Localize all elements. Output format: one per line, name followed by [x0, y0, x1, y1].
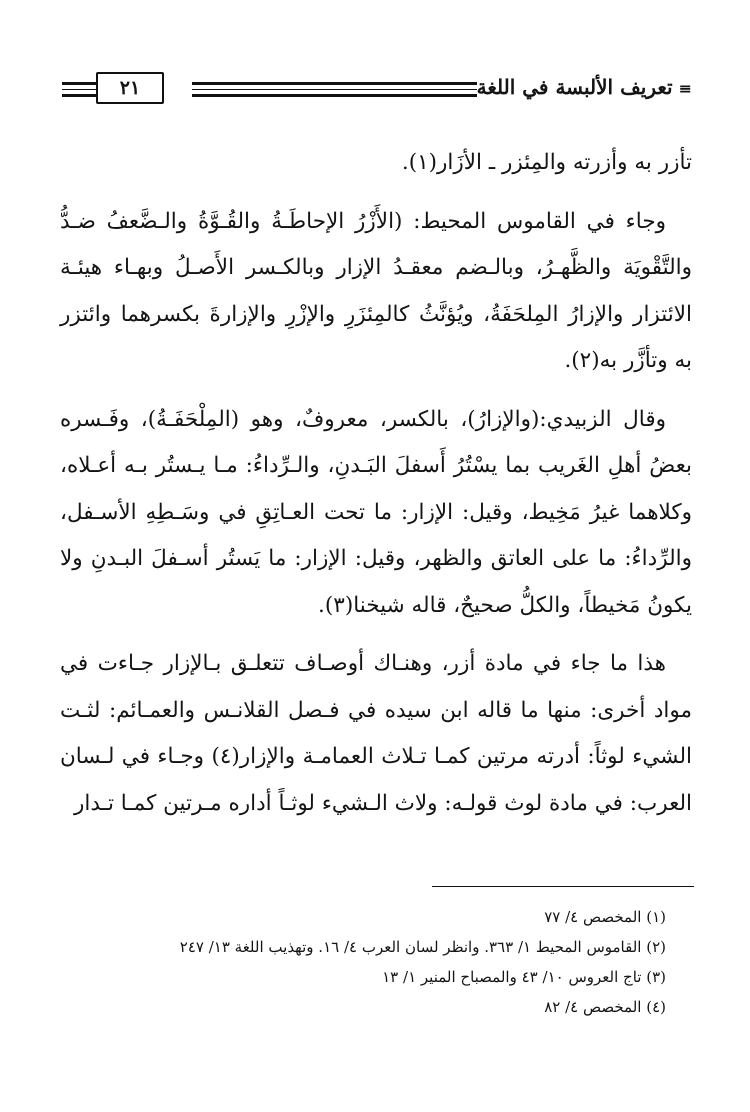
- header-mark-icon: ≡: [678, 79, 692, 98]
- header-rule-left-middle: [62, 89, 96, 90]
- main-text: [60, 140, 692, 827]
- footnote-1: (١) المخصص ٤/ ٧٧: [544, 908, 666, 926]
- paragraph-4: هذا ما جاء في مادة أزر، وهنـاك أوصـاف تتعلـق بـالإزار جـاءت في مواد أخرى: منها ما قاله ابن سيده في فـصل القلانـس والعمـائم: لثـت الشيء لوثاً: أدرته مرتين كمـا تـلاث العمامـة والإزار(٤) وجـاء في لـسان العرب: في مادة لوث قولـه: ولاث الـشيء لوثـاً أداره مـرتين كمـا تـدار: [60, 651, 692, 816]
- chapter-title: [477, 74, 692, 102]
- page-number: ٢١: [96, 72, 164, 104]
- header-rule-top: [192, 82, 477, 85]
- header-rule-left-bottom: [62, 94, 96, 97]
- footnotes: [66, 902, 666, 1022]
- paragraph-3: وقال الزبيدي:(والإزارُ)، بالكسر، معروفٌ، وهو (المِلْحَفَـةُ)، وفَـسره بعضُ أهلِ الغَريب بما يسْتُرُ أَسفلَ البَـدنِ، والـرِّداءُ: مـا يـستُر بـه أعـلاه، وكلاهما غيرُ مَخِيط، وقيل: الإزار: ما تحت العـاتِقِ في وسَـطِهِ الأسـفل، والرِّداءُ: ما على العاتق والظهر، وقيل: الإزار: ما يَستُر أسـفلَ البـدنِ ولا يكونُ مَخيطاً، والكلُّ صحيحٌ، قاله شيخنا(٣).: [60, 406, 692, 618]
- header-rule-middle: [192, 89, 477, 90]
- header-rule-left-top: [62, 82, 96, 85]
- header-rule-bottom: [192, 94, 477, 97]
- footnote-separator: [432, 886, 694, 887]
- footnote-2: (٢) القاموس المحيط ١/ ٣٦٣. وانظر لسان العرب ٤/ ١٦. وتهذيب اللغة ١٣/ ٢٤٧: [179, 938, 666, 956]
- paragraph-2: وجاء في القاموس المحيط: (الأَزْرُ الإحاطَـةُ والقُـوَّةُ والـضَّعفُ ضـدُّ والتَّقْويَة والظَّهـرُ، وبالـضم معقـدُ الإزار وبالكـسر الأَصـلُ وبهـاء هيئـة الائتزار والإزارُ المِلحَفَةُ، ويُؤنَّثُ كالمِئزَرِ والإزْرِ والإزارةَ بكسرهما وائتزر به وتأزَّر به(٢).: [60, 208, 692, 373]
- paragraph-1: تأزر به وأزرته والمِئزر ـ الأزَار(١).: [401, 150, 692, 175]
- footnote-3: (٣) تاج العروس ١٠/ ٤٣ والمصباح المنير ١/ ١٣: [382, 968, 666, 986]
- running-header: [62, 72, 692, 108]
- footnote-4: (٤) المخصص ٤/ ٨٢: [544, 998, 666, 1016]
- chapter-title-text: تعريف الألبسة في اللغة: [476, 75, 673, 99]
